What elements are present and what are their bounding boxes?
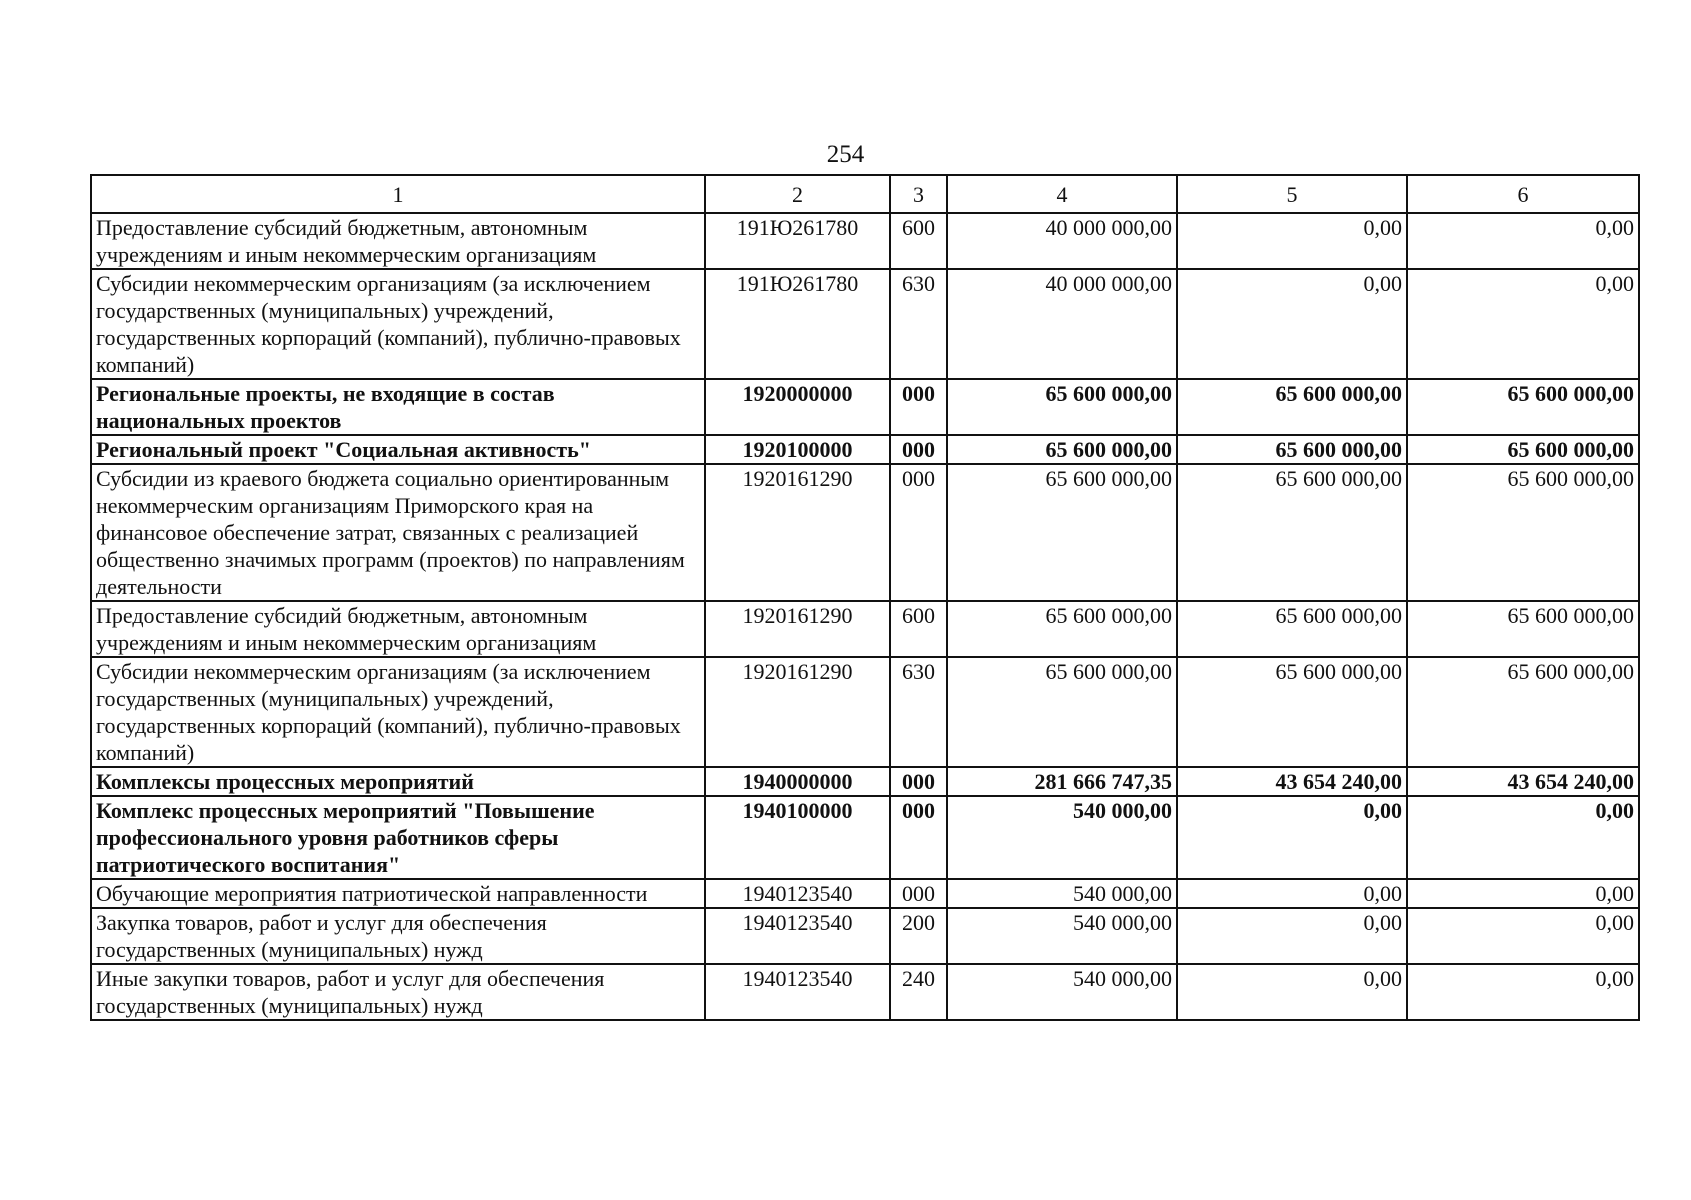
- row-code-cell: 191Ю261780: [705, 269, 890, 379]
- table-row: [91, 213, 1639, 269]
- row-amount-col5-cell: 0,00: [1177, 964, 1407, 1020]
- row-amount-col4-cell: 40 000 000,00: [947, 213, 1177, 269]
- row-code-cell: 191Ю261780: [705, 213, 890, 269]
- row-amount-col4-cell: 65 600 000,00: [947, 657, 1177, 767]
- column-header-6: 6: [1407, 175, 1639, 213]
- row-amount-col4-cell: 65 600 000,00: [947, 464, 1177, 601]
- row-expense-type-cell: 600: [890, 213, 947, 269]
- row-amount-col5-cell: 0,00: [1177, 908, 1407, 964]
- row-amount-col4-cell: 540 000,00: [947, 964, 1177, 1020]
- table-row: [91, 964, 1639, 1020]
- row-amount-col6-cell: 65 600 000,00: [1407, 464, 1639, 601]
- row-expense-type-cell: 000: [890, 879, 947, 908]
- page-number: 254: [826, 141, 865, 168]
- row-code-cell: 1920161290: [705, 464, 890, 601]
- table-row: [91, 269, 1639, 379]
- header-row: [91, 175, 1639, 213]
- column-header-5: 5: [1177, 175, 1407, 213]
- row-code-cell: 1940123540: [705, 908, 890, 964]
- row-name-cell: Региональные проекты, не входящие в состав национальных проектов: [91, 379, 705, 435]
- row-name-cell: Комплексы процессных мероприятий: [91, 767, 705, 796]
- table-row: [91, 464, 1639, 601]
- row-name-cell: Предоставление субсидий бюджетным, автономным учреждениям и иным некоммерческим организациям: [91, 213, 705, 269]
- table-row: [91, 435, 1639, 464]
- row-name-cell: Субсидии некоммерческим организациям (за исключением государственных (муниципальных) учреждений, государственных корпораций (компаний), публично-правовых компаний): [91, 657, 705, 767]
- row-code-cell: 1940123540: [705, 964, 890, 1020]
- row-amount-col6-cell: 0,00: [1407, 796, 1639, 879]
- row-amount-col4-cell: 65 600 000,00: [947, 601, 1177, 657]
- row-name-cell: Обучающие мероприятия патриотической направленности: [91, 879, 705, 908]
- row-amount-col5-cell: 65 600 000,00: [1177, 601, 1407, 657]
- row-expense-type-cell: 000: [890, 464, 947, 601]
- row-code-cell: 1920161290: [705, 657, 890, 767]
- table-row: [91, 601, 1639, 657]
- row-name-cell: Закупка товаров, работ и услуг для обеспечения государственных (муниципальных) нужд: [91, 908, 705, 964]
- table-row: [91, 908, 1639, 964]
- column-header-3: 3: [890, 175, 947, 213]
- row-name-cell: Субсидии из краевого бюджета социально ориентированным некоммерческим организациям Приморского края на финансовое обеспечение затрат, связанных с реализацией общественно значимых программ (проектов) по направлениям деятельности: [91, 464, 705, 601]
- row-amount-col6-cell: 0,00: [1407, 964, 1639, 1020]
- row-amount-col6-cell: 0,00: [1407, 213, 1639, 269]
- row-name-cell: Иные закупки товаров, работ и услуг для обеспечения государственных (муниципальных) нужд: [91, 964, 705, 1020]
- column-header-2: 2: [705, 175, 890, 213]
- row-amount-col5-cell: 0,00: [1177, 796, 1407, 879]
- column-header-4: 4: [947, 175, 1177, 213]
- row-amount-col6-cell: 43 654 240,00: [1407, 767, 1639, 796]
- row-name-cell: Субсидии некоммерческим организациям (за исключением государственных (муниципальных) учреждений, государственных корпораций (компаний), публично-правовых компаний): [91, 269, 705, 379]
- table-row: [91, 767, 1639, 796]
- row-amount-col6-cell: 65 600 000,00: [1407, 435, 1639, 464]
- column-header-1: 1: [91, 175, 705, 213]
- row-amount-col6-cell: 65 600 000,00: [1407, 379, 1639, 435]
- table-row: [91, 379, 1639, 435]
- budget-table: [90, 174, 1640, 1021]
- row-amount-col6-cell: 0,00: [1407, 269, 1639, 379]
- row-amount-col5-cell: 0,00: [1177, 879, 1407, 908]
- row-expense-type-cell: 000: [890, 379, 947, 435]
- row-amount-col4-cell: 281 666 747,35: [947, 767, 1177, 796]
- row-amount-col4-cell: 540 000,00: [947, 879, 1177, 908]
- row-amount-col5-cell: 43 654 240,00: [1177, 767, 1407, 796]
- row-code-cell: 1920161290: [705, 601, 890, 657]
- table-row: [91, 796, 1639, 879]
- row-amount-col6-cell: 65 600 000,00: [1407, 601, 1639, 657]
- row-expense-type-cell: 630: [890, 269, 947, 379]
- table-row: [91, 657, 1639, 767]
- table-body: [91, 213, 1639, 1020]
- row-amount-col4-cell: 65 600 000,00: [947, 379, 1177, 435]
- row-expense-type-cell: 000: [890, 767, 947, 796]
- row-expense-type-cell: 630: [890, 657, 947, 767]
- row-amount-col4-cell: 540 000,00: [947, 908, 1177, 964]
- row-amount-col5-cell: 65 600 000,00: [1177, 464, 1407, 601]
- row-code-cell: 1920000000: [705, 379, 890, 435]
- row-expense-type-cell: 600: [890, 601, 947, 657]
- row-code-cell: 1940000000: [705, 767, 890, 796]
- row-name-cell: Предоставление субсидий бюджетным, автономным учреждениям и иным некоммерческим организациям: [91, 601, 705, 657]
- row-code-cell: 1940123540: [705, 879, 890, 908]
- row-expense-type-cell: 200: [890, 908, 947, 964]
- row-expense-type-cell: 240: [890, 964, 947, 1020]
- row-amount-col5-cell: 65 600 000,00: [1177, 657, 1407, 767]
- row-amount-col4-cell: 540 000,00: [947, 796, 1177, 879]
- row-code-cell: 1940100000: [705, 796, 890, 879]
- row-amount-col5-cell: 65 600 000,00: [1177, 379, 1407, 435]
- row-amount-col6-cell: 65 600 000,00: [1407, 657, 1639, 767]
- row-amount-col4-cell: 40 000 000,00: [947, 269, 1177, 379]
- row-code-cell: 1920100000: [705, 435, 890, 464]
- row-amount-col5-cell: 0,00: [1177, 213, 1407, 269]
- row-amount-col5-cell: 0,00: [1177, 269, 1407, 379]
- table-header: [91, 175, 1639, 213]
- row-name-cell: Региональный проект "Социальная активность": [91, 435, 705, 464]
- row-name-cell: Комплекс процессных мероприятий "Повышение профессионального уровня работников сферы патриотического воспитания": [91, 796, 705, 879]
- row-expense-type-cell: 000: [890, 435, 947, 464]
- row-amount-col6-cell: 0,00: [1407, 908, 1639, 964]
- table-row: [91, 879, 1639, 908]
- row-amount-col4-cell: 65 600 000,00: [947, 435, 1177, 464]
- row-expense-type-cell: 000: [890, 796, 947, 879]
- row-amount-col6-cell: 0,00: [1407, 879, 1639, 908]
- row-amount-col5-cell: 65 600 000,00: [1177, 435, 1407, 464]
